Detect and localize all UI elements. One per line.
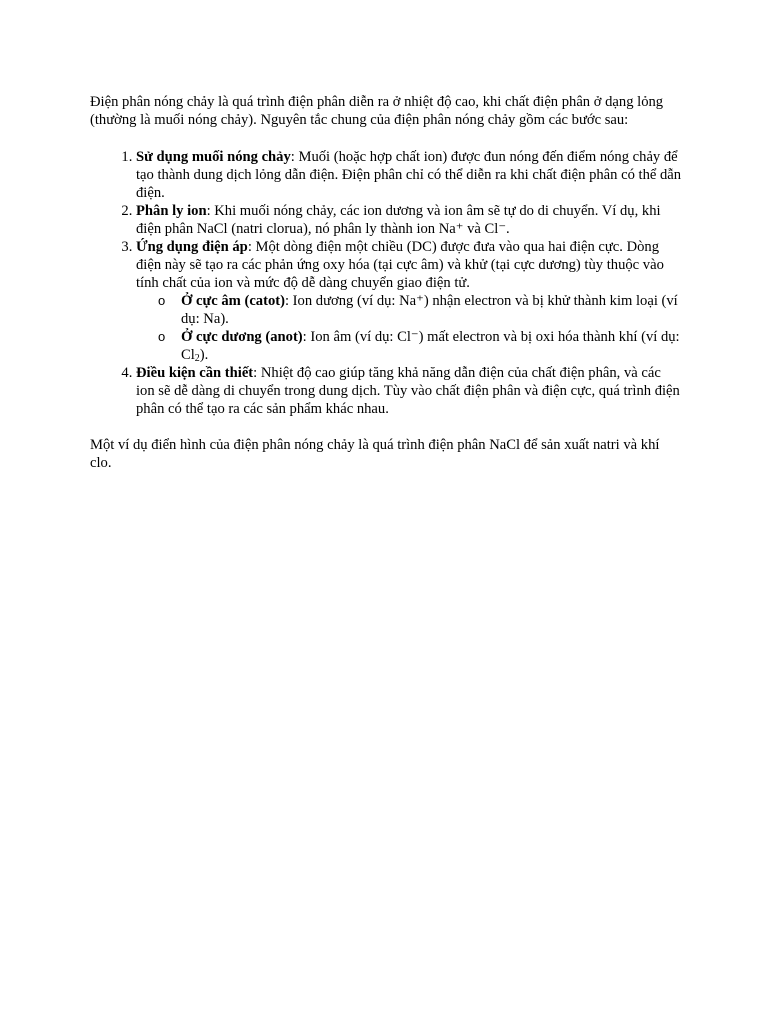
sub-list xyxy=(136,292,682,364)
step-text: : Nhiệt độ cao giúp tăng khả năng dẫn điện của chất điện phân, và các ion sẽ dễ dàng di chuyển trong dung dịch. Tùy vào chất điện phân và điện cực, quá trình điện phân có thể tạo ra các sản phẩm khác nhau. xyxy=(136,365,680,417)
step-title: Điều kiện cần thiết xyxy=(136,365,254,381)
step-text: : Một dòng điện một chiều (DC) được đưa vào qua hai điện cực. Dòng điện này sẽ tạo ra các phản ứng oxy hóa (tại cực âm) và khử (tại cực dương) tùy thuộc vào tính chất của ion và mức độ dễ dàng chuyển giao điện tử. xyxy=(136,239,664,291)
list-item xyxy=(136,148,682,202)
list-item xyxy=(136,238,682,364)
sub-item-title: Ở cực dương (anot) xyxy=(181,329,303,345)
bullet-icon: o xyxy=(158,293,166,308)
step-title: Ứng dụng điện áp xyxy=(136,239,248,255)
document-page xyxy=(90,93,682,472)
list-item xyxy=(136,364,682,418)
step-title: Phân ly ion xyxy=(136,203,207,219)
steps-list xyxy=(90,148,682,418)
step-text: : Muối (hoặc hợp chất ion) được đun nóng đến điểm nóng chảy để tạo thành dung dịch lỏng dẫn điện. Điện phân chỉ có thể diễn ra khi chất điện phân có thể dẫn điện. xyxy=(136,149,682,201)
conclusion-paragraph: Một ví dụ điển hình của điện phân nóng chảy là quá trình điện phân NaCl để sản xuất natri và khí clo. xyxy=(90,437,660,471)
step-text: : Khi muối nóng chảy, các ion dương và ion âm sẽ tự do di chuyển. Ví dụ, khi điện phân NaCl (natri clorua), nó phân ly thành ion Na⁺ và Cl⁻. xyxy=(136,203,661,237)
sub-item-text: : Ion âm (ví dụ: Cl⁻) mất electron và bị oxi hóa thành khí (ví dụ: Cl xyxy=(181,329,680,363)
sub-item-text-end: ). xyxy=(199,347,209,363)
intro-paragraph: Điện phân nóng chảy là quá trình điện phân diễn ra ở nhiệt độ cao, khi chất điện phân ở dạng lỏng (thường là muối nóng chảy). Nguyên tắc chung của điện phân nóng chảy gồm các bước sau: xyxy=(90,94,664,128)
subscript: 2 xyxy=(194,353,200,364)
list-item xyxy=(136,202,682,238)
sub-list-item xyxy=(158,328,682,364)
sub-list-item xyxy=(158,292,682,328)
step-title: Sử dụng muối nóng chảy xyxy=(136,149,291,165)
bullet-icon: o xyxy=(158,329,166,344)
sub-item-title: Ở cực âm (catot) xyxy=(181,293,285,309)
sub-item-text: : Ion dương (ví dụ: Na⁺) nhận electron và bị khử thành kim loại (ví dụ: Na). xyxy=(181,293,678,327)
